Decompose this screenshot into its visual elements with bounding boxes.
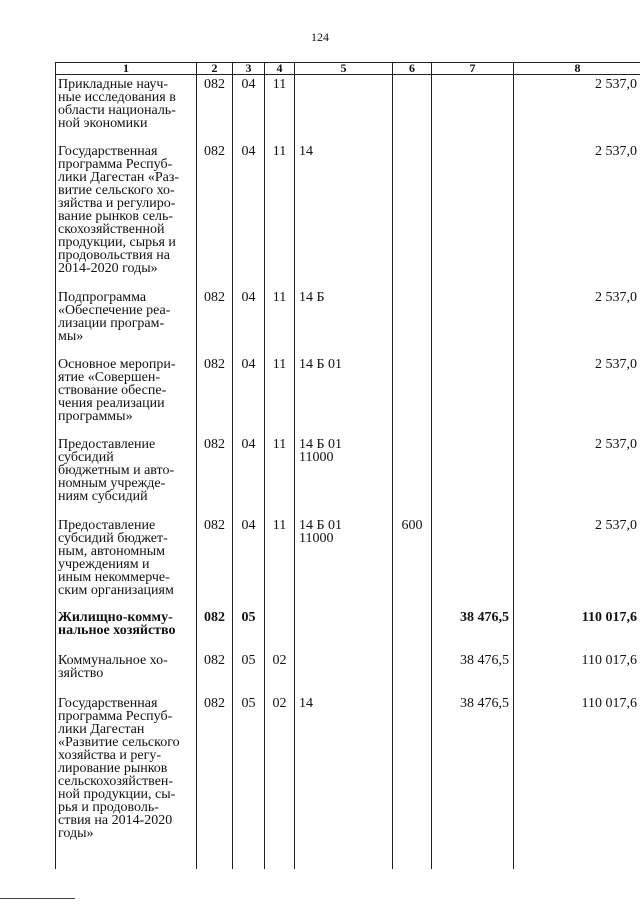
row-subsection-code: 11 [265,516,295,608]
header-col-1: 1 [56,63,197,75]
row-target-article: 14 [295,694,393,869]
row-amount-col8: 2 537,0 [514,288,640,355]
table-header [56,63,640,75]
row-target-article [295,608,393,651]
row-target-article: 14 Б [295,288,393,355]
table-row [56,694,640,869]
row-section-code: 04 [233,355,265,435]
row-expense-type [393,651,432,694]
row-expense-type [393,435,432,516]
row-amount-col7 [432,516,514,608]
row-admin-code: 082 [197,435,233,516]
row-admin-code: 082 [197,694,233,869]
row-amount-col8: 2 537,0 [514,142,640,288]
row-admin-code: 082 [197,608,233,651]
row-target-article [295,75,393,143]
row-target-article: 14 Б 01 [295,355,393,435]
row-amount-col7: 38 476,5 [432,694,514,869]
row-amount-col7 [432,435,514,516]
row-expense-type: 600 [393,516,432,608]
row-amount-col7 [432,355,514,435]
row-section-code: 04 [233,75,265,143]
footer-divider [0,898,75,899]
row-amount-col7 [432,75,514,143]
row-section-code: 05 [233,694,265,869]
table-row [56,516,640,608]
row-expense-type [393,355,432,435]
row-name: Прикладные науч- ные исследования в области националь- ной экономики [56,75,197,143]
row-subsection-code: 11 [265,75,295,143]
row-admin-code: 082 [197,142,233,288]
row-target-article: 14 Б 01 11000 [295,516,393,608]
table-row [56,651,640,694]
table-row [56,435,640,516]
row-target-article: 14 Б 01 11000 [295,435,393,516]
row-amount-col8: 110 017,6 [514,651,640,694]
table-row [56,608,640,651]
row-section-code: 05 [233,608,265,651]
row-section-code: 04 [233,435,265,516]
table-row [56,355,640,435]
row-amount-col8: 110 017,6 [514,608,640,651]
row-admin-code: 082 [197,75,233,143]
row-amount-col8: 2 537,0 [514,355,640,435]
row-target-article: 14 [295,142,393,288]
row-subsection-code: 11 [265,435,295,516]
row-amount-col8: 2 537,0 [514,75,640,143]
row-name: Государственная программа Респуб- лики Дагестан «Раз- витие сельского хо- зяйства и регулиро- вание рынков сель- скохозяйственной продукции, сырья и продовольствия на 2014-2020 годы» [56,142,197,288]
row-expense-type [393,694,432,869]
header-col-8: 8 [514,63,640,75]
row-admin-code: 082 [197,516,233,608]
row-name: Предоставление субсидий бюджет- ным, автономным учреждениям и иным некоммерче- ским организациям [56,516,197,608]
row-name: Коммунальное хо- зяйство [56,651,197,694]
row-subsection-code [265,608,295,651]
table-row [56,288,640,355]
row-amount-col8: 110 017,6 [514,694,640,869]
row-expense-type [393,75,432,143]
row-expense-type [393,142,432,288]
row-subsection-code: 11 [265,142,295,288]
row-amount-col8: 2 537,0 [514,516,640,608]
budget-table [55,62,640,869]
row-name: Подпрограмма «Обеспечение реа- лизации програм- мы» [56,288,197,355]
row-subsection-code: 02 [265,694,295,869]
row-amount-col7 [432,142,514,288]
row-subsection-code: 11 [265,288,295,355]
page-number: 124 [311,30,329,44]
row-target-article [295,651,393,694]
header-row [56,63,640,75]
row-amount-col7: 38 476,5 [432,608,514,651]
budget-table-container [55,62,640,842]
row-section-code: 04 [233,288,265,355]
row-name: Основное меропри- ятие «Совершен- ствование обеспе- чения реализации программы» [56,355,197,435]
row-admin-code: 082 [197,355,233,435]
row-amount-col7 [432,288,514,355]
row-amount-col7: 38 476,5 [432,651,514,694]
row-expense-type [393,608,432,651]
table-row [56,142,640,288]
row-name: Жилищно-комму- нальное хозяйство [56,608,197,651]
row-amount-col8: 2 537,0 [514,435,640,516]
table-body [56,75,640,870]
row-subsection-code: 02 [265,651,295,694]
header-col-6: 6 [393,63,432,75]
row-admin-code: 082 [197,651,233,694]
row-section-code: 04 [233,516,265,608]
row-section-code: 04 [233,142,265,288]
row-expense-type [393,288,432,355]
header-col-5: 5 [295,63,393,75]
header-col-4: 4 [265,63,295,75]
row-name: Государственная программа Респуб- лики Дагестан «Развитие сельского хозяйства и регу- лирование рынков сельскохозяйствен- ной продукции, сы- рья и продоволь- ствия на 2014-2020 годы» [56,694,197,869]
row-section-code: 05 [233,651,265,694]
row-subsection-code: 11 [265,355,295,435]
row-name: Предоставление субсидий бюджетным и авто- номным учрежде- ниям субсидий [56,435,197,516]
header-col-7: 7 [432,63,514,75]
table-row [56,75,640,143]
row-admin-code: 082 [197,288,233,355]
header-col-3: 3 [233,63,265,75]
header-col-2: 2 [197,63,233,75]
